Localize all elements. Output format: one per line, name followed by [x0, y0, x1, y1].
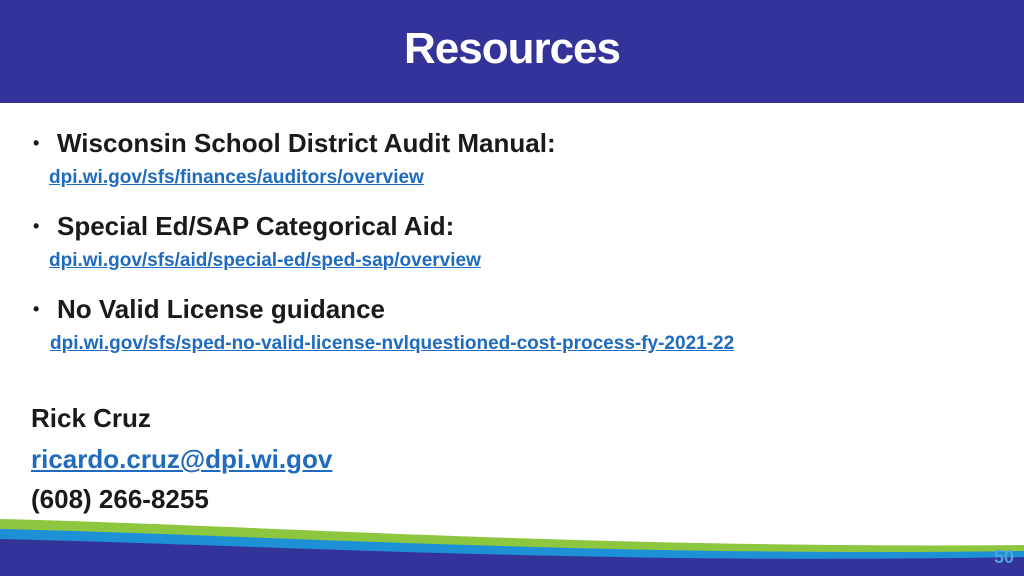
bullet-icon: •	[33, 299, 40, 319]
resource-link-no-valid-license[interactable]: dpi.wi.gov/sfs/sped-no-valid-license-nvlquestioned-cost-process-fy-2021-22	[50, 333, 735, 354]
page-title: Resources	[403, 23, 620, 73]
bullet-icon: •	[33, 216, 40, 236]
resource-item-special-ed	[33, 211, 454, 242]
resource-item-no-valid-license	[33, 294, 385, 325]
footer-wave-graphic	[0, 505, 1024, 576]
slide-number: 50	[993, 547, 1014, 567]
resource-title: Special Ed/SAP Categorical Aid:	[57, 211, 455, 241]
contact-email-link[interactable]: ricardo.cruz@dpi.wi.gov	[31, 444, 333, 474]
resource-title: Wisconsin School District Audit Manual:	[57, 128, 556, 158]
resource-title: No Valid License guidance	[57, 294, 385, 324]
resource-item-audit-manual	[33, 128, 556, 159]
bullet-icon: •	[33, 133, 40, 153]
contact-phone: (608) 266-8255	[31, 484, 209, 514]
contact-name: Rick Cruz	[31, 403, 151, 433]
resource-link-special-ed[interactable]: dpi.wi.gov/sfs/aid/special-ed/sped-sap/overview	[49, 250, 481, 271]
resource-link-audit-manual[interactable]: dpi.wi.gov/sfs/finances/auditors/overview	[49, 167, 424, 188]
